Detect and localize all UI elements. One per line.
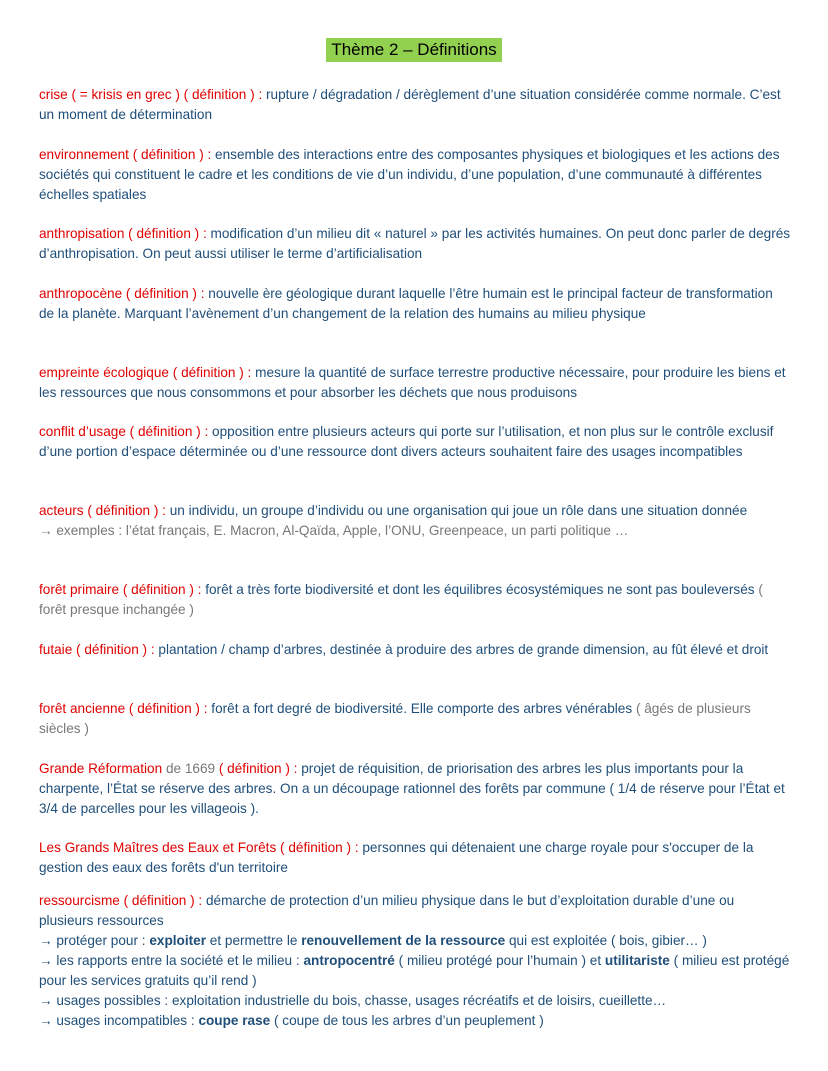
bullet-text: qui est exploitée ( bois, gibier… ) bbox=[505, 933, 707, 948]
definition-note: ( forêt presque inchangée ) bbox=[39, 582, 763, 617]
bullet-rapports bbox=[39, 951, 791, 991]
examples-line: → exemples : l’état français, E. Macron, Al-Qaïda, Apple, l’ONU, Greenpeace, un parti politique … bbox=[39, 523, 629, 538]
bullet-text: ( milieu est protégé pour les services gratuits qu’il rend ) bbox=[39, 953, 790, 988]
definition-grands-maitres bbox=[39, 838, 791, 878]
bullet-text: → usages incompatibles : bbox=[39, 1013, 199, 1028]
term-label: forêt primaire ( définition ) : bbox=[39, 582, 202, 597]
definition-text: mesure la quantité de surface terrestre productive nécessaire, pour produire les biens et les ressources que nous consommons et pour absorber les déchets que nous produisons bbox=[39, 365, 786, 400]
term-label: Grande Réformation bbox=[39, 761, 163, 776]
term-label: forêt ancienne ( définition ) : bbox=[39, 701, 208, 716]
definition-text: modification d’un milieu dit « naturel » par les activités humaines. On peut donc parler de degrés d’anthropisation. On peut aussi utiliser le terme d’artificialisation bbox=[39, 226, 791, 261]
bullet-text: → les rapports entre la société et le milieu : bbox=[39, 953, 304, 968]
definition-crise bbox=[39, 85, 791, 125]
term-label: empreinte écologique ( définition ) : bbox=[39, 365, 252, 380]
definition-environnement bbox=[39, 145, 791, 205]
definition-text: plantation / champ d’arbres, destinée à produire des arbres de grande dimension, au fût élevé et droit bbox=[154, 642, 769, 657]
bold-text: renouvellement de la ressource bbox=[301, 933, 506, 948]
bullet-usages-possibles: → usages possibles : exploitation industrielle du bois, chasse, usages récréatifs et de loisirs, cueillette… bbox=[39, 993, 667, 1008]
page-title-wrapper bbox=[0, 38, 828, 62]
term-label: crise ( = krisis en grec ) ( définition ) : bbox=[39, 87, 263, 102]
bullet-proteger bbox=[39, 931, 791, 951]
bullet-usages-incompatibles bbox=[39, 1011, 791, 1031]
bullet-text: ( milieu protégé pour l’humain ) et bbox=[394, 953, 605, 968]
definition-text: rupture / dégradation / dérèglement d’une situation considérée comme normale. C’est un moment de détermination bbox=[39, 87, 781, 122]
definition-ressourcisme bbox=[39, 891, 791, 1031]
bold-text: exploiter bbox=[149, 933, 206, 948]
term-label-suffix: ( définition ) : bbox=[218, 761, 298, 776]
term-label: conflit d’usage ( définition ) : bbox=[39, 424, 209, 439]
term-label: environnement ( définition ) : bbox=[39, 147, 212, 162]
definition-grande-reformation bbox=[39, 759, 791, 819]
term-label: ressourcisme ( définition ) : bbox=[39, 893, 203, 908]
definition-acteurs bbox=[39, 501, 791, 541]
bold-text: antropocentré bbox=[303, 953, 395, 968]
definition-text: opposition entre plusieurs acteurs qui porte sur l’utilisation, et non plus sur le contrôle exclusif d’une portion d’espace déterminée ou d’une ressource dont divers acteurs souhaitent faire des usages incompatibles bbox=[39, 424, 774, 459]
term-date: de 1669 bbox=[162, 761, 219, 776]
page-title: Thème 2 – Définitions bbox=[326, 38, 501, 62]
definition-note: ( âgés de plusieurs siècles ) bbox=[39, 701, 751, 736]
definition-foret-primaire bbox=[39, 580, 791, 620]
term-label: Les Grands Maîtres des Eaux et Forêts ( définition ) : bbox=[39, 840, 359, 855]
definition-text: nouvelle ère géologique durant laquelle l’être humain est le principal facteur de transformation de la planète. Marquant l’avènement d’un changement de la relation des humains au milieu physique bbox=[39, 286, 773, 321]
definition-text: ensemble des interactions entre des composantes physiques et biologiques et les actions des sociétés qui constituent le cadre et les conditions de vie d’un individu, d’une population, d’une communauté à différentes échelles spatiales bbox=[39, 147, 780, 202]
definition-text: projet de réquisition, de priorisation des arbres les plus importants pour la charpente, l’État se réserve des arbres. On a un découpage rationnel des forêts par commune ( 1/4 de réserve pour l’État et 3/4 de parcelles pour les villageois ). bbox=[39, 761, 785, 816]
definition-futaie bbox=[39, 640, 791, 660]
definition-text: personnes qui détenaient une charge royale pour s'occuper de la gestion des eaux des forêts d'un territoire bbox=[39, 840, 754, 875]
bold-text: coupe rase bbox=[198, 1013, 271, 1028]
bullet-text: et permettre le bbox=[206, 933, 302, 948]
definition-text: un individu, un groupe d’individu ou une organisation qui joue un rôle dans une situation donnée bbox=[165, 503, 748, 518]
bold-text: utilitariste bbox=[604, 953, 670, 968]
definition-foret-ancienne bbox=[39, 699, 791, 739]
definition-text: démarche de protection d’un milieu physique dans le but d’exploitation durable d’une ou plusieurs ressources bbox=[39, 893, 735, 928]
term-label: anthropisation ( définition ) : bbox=[39, 226, 207, 241]
term-label: acteurs ( définition ) : bbox=[39, 503, 166, 518]
definition-text: forêt a très forte biodiversité et dont les équilibres écosystémiques ne sont pas bouleversés bbox=[201, 582, 755, 597]
definition-anthropocene bbox=[39, 284, 791, 324]
term-label: anthropocène ( définition ) : bbox=[39, 286, 205, 301]
definition-anthropisation bbox=[39, 224, 791, 264]
bullet-text: ( coupe de tous les arbres d’un peuplement ) bbox=[270, 1013, 544, 1028]
definition-conflit-usage bbox=[39, 422, 791, 462]
definition-empreinte-ecologique bbox=[39, 363, 791, 403]
bullet-text: → protéger pour : bbox=[39, 933, 150, 948]
definition-text: forêt a fort degré de biodiversité. Elle comporte des arbres vénérables bbox=[207, 701, 633, 716]
term-label: futaie ( définition ) : bbox=[39, 642, 155, 657]
